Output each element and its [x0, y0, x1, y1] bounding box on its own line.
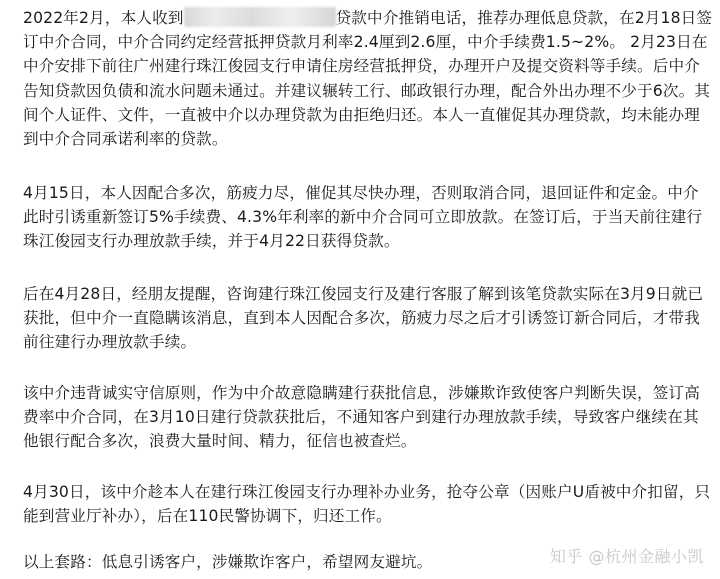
- paragraph-1-start: 2022年2月，本人收到: [23, 9, 184, 27]
- zhihu-watermark: 知乎 @杭州金融小凯: [549, 547, 704, 566]
- redacted-name-blur: [184, 7, 336, 27]
- paragraph-2: 4月15日，本人因配合多次，筋疲力尽，催促其尽快办理，否则取消合同，退回证件和定金。中介此时引诱重新签订5%手续费、4.3%年利率的新中介合同可立即放款。在签订后，于当天前往建行珠江俊园支行办理放款手续，并于4月22日获得贷款。: [23, 184, 703, 251]
- paragraph-5: 4月30日，该中介趁本人在建行珠江俊园支行办理补办业务，抢夺公章（因账户U盾被中介扣留，只能到营业厅补办），后在110民警协调下，归还工作。: [23, 483, 711, 526]
- paragraph-3: 后在4月28日，经朋友提醒，咨询建行珠江俊园支行及建行客服了解到该笔贷款实际在3月9日就已获批，但中介一直隐瞒该消息，直到本人因配合多次，筋疲力尽之后才引诱签订新合同后，才带我前往建行办理放款手续。: [23, 285, 704, 352]
- paragraph-1: [23, 6, 713, 151]
- paragraph-6: 以上套路：低息引诱客户，涉嫌欺诈客户，希望网友避坑。: [23, 553, 433, 571]
- paragraph-1-rest: 贷款中介推销电话，推荐办理低息贷款，在2月18日签订中介合同，中介合同约定经营抵押贷款月利率2.4厘到2.6厘，中介手续费1.5~2%。 2月23日在中介安排下前往广州建行珠江俊园支行申请住房经营抵押贷，办理开户及提交资料等手续。后中介告知贷款因负债和流水问题未通过。并建议辗转工行、邮政银行办理，配合外出办理不少于6次。其间个人证件、文件，一直被中介以办理贷款为由拒绝归还。本人一直催促其办理贷款，均未能办理到中介合同承诺利率的贷款。: [23, 9, 713, 149]
- paragraph-4: 该中介违背诚实守信原则，作为中介故意隐瞒建行获批信息，涉嫌欺诈致使客户判断失误，签订高费率中介合同，在3月10日建行贷款获批后，不通知客户到建行办理放款手续，导致客户继续在其他银行配合多次，浪费大量时间、精力，征信也被查烂。: [23, 384, 700, 451]
